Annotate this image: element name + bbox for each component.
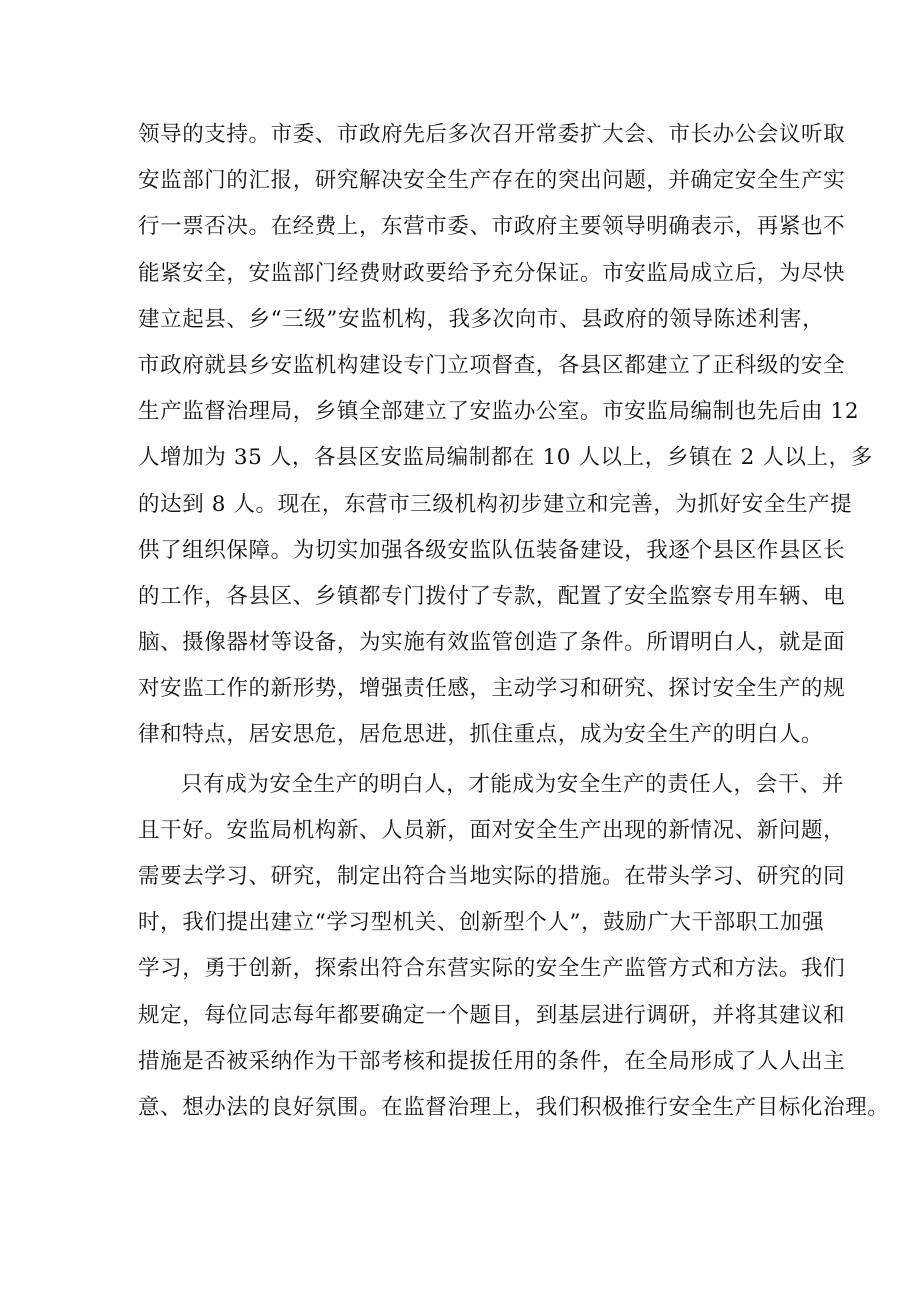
- text-line: 且干好。安监局机构新、人员新，面对安全生产出现的新情况、新问题，: [138, 817, 846, 843]
- body-text: [138, 112, 890, 1131]
- text-line: 律和特点，居安思危，居危思进，抓住重点，成为安全生产的明白人。: [138, 722, 824, 748]
- text-line: 生产监督治理局，乡镇全部建立了安监办公室。市安监局编制也先后由 12: [138, 399, 860, 425]
- text-line: 只有成为安全生产的明白人，才能成为安全生产的责任人，会干、并: [181, 771, 845, 797]
- text-line: 规定，每位同志每年都要确定一个题目，到基层进行调研，并将其建议和: [138, 1002, 846, 1028]
- text-line: 意、想办法的良好氛围。在监督治理上，我们积极推行安全生产目标化治理。: [138, 1094, 890, 1120]
- text-line: 的工作，各县区、乡镇都专门拨付了专款，配置了安全监察专用车辆、电: [138, 583, 846, 609]
- text-line: 需要去学习、研究，制定出符合当地实际的措施。在带头学习、研究的同: [138, 864, 846, 889]
- text-line: 学习，勇于创新，探索出符合东营实际的安全生产监管方式和方法。我们: [138, 956, 846, 982]
- text-line: 的达到 8 人。现在，东营市三级机构初步建立和完善，为抓好安全生产提: [138, 491, 853, 517]
- text-line: 行一票否决。在经费上，东营市委、市政府主要领导明确表示，再紧也不: [138, 214, 846, 240]
- text-line: 人增加为 35 人，各县区安监局编制都在 10 人以上，乡镇在 2 人以上，多: [138, 445, 873, 471]
- text-line: 时，我们提出建立“学习型机关、创新型个人”，鼓励广大干部职工加强: [138, 910, 825, 936]
- text-line: 措施是否被采纳作为干部考核和提拔任用的条件，在全局形成了人人出主: [138, 1048, 846, 1074]
- text-line: 对安监工作的新形势，增强责任感，主动学习和研究、探讨安全生产的规: [138, 676, 846, 702]
- text-line: 安监部门的汇报，研究解决安全生产存在的突出问题，并确定安全生产实: [138, 168, 846, 194]
- text-line: 能紧安全，安监部门经费财政要给予充分保证。市安监局成立后，为尽快: [138, 260, 846, 286]
- text-line: 供了组织保障。为切实加强各级安监队伍装备建设，我逐个县区作县区长: [138, 537, 846, 563]
- paragraph-2: [138, 762, 890, 1132]
- text-line: 市政府就县乡安监机构建设专门立项督查，各县区都建立了正科级的安全: [138, 352, 846, 378]
- text-line: 脑、摄像器材等设备，为实施有效监管创造了条件。所谓明白人，就是面: [138, 630, 846, 656]
- paragraph-1: [138, 112, 873, 759]
- text-line: 领导的支持。市委、市政府先后多次召开常委扩大会、市长办公会议听取: [138, 122, 846, 147]
- text-line: 建立起县、乡“三级”安监机构，我多次向市、县政府的领导陈述利害，: [138, 306, 825, 332]
